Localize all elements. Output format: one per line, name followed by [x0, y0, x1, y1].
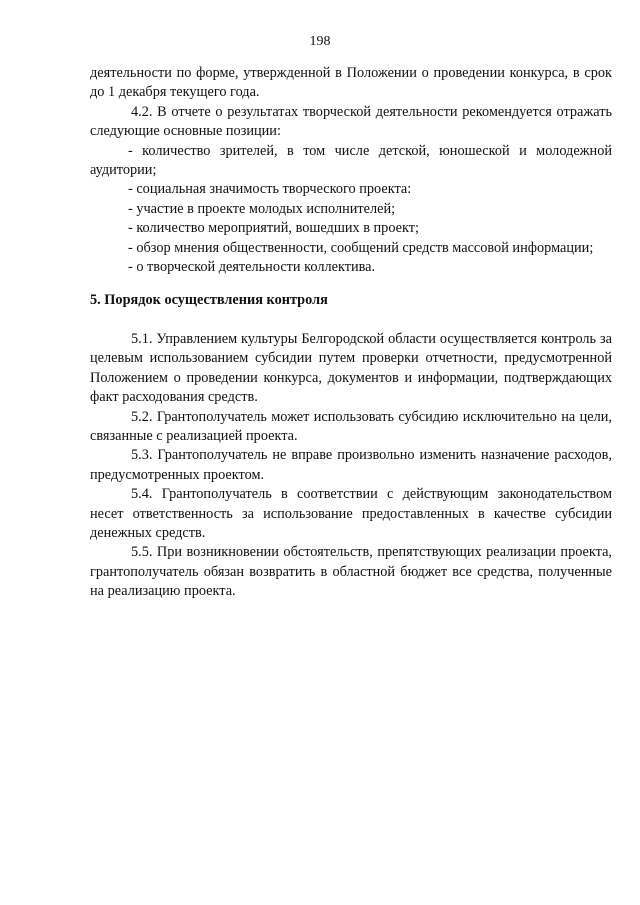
- bullet-item-creative-activity: - о творческой деятельности коллектива.: [128, 259, 376, 276]
- bullet-item-event-count: - количество мероприятий, вошедших в проект;: [128, 220, 419, 237]
- paragraph-5-1: 5.1. Управлением культуры Белгородской области осуществляется контроль за целевым использованием субсидии путем проверки отчетности, предусмотренной Положением о проведении конкурса, документов и информации, подтверждающих факт расходования средств.: [90, 330, 612, 406]
- paragraph-5-5: 5.5. При возникновении обстоятельств, препятствующих реализации проекта, грантополучатель обязан возвратить в областной бюджет все средства, полученные на реализацию проекта.: [90, 544, 612, 600]
- paragraph-5-4: 5.4. Грантополучатель в соответствии с действующим законодательством несет ответственность за использование предоставленных в качестве субсидии денежных средств.: [90, 486, 612, 541]
- paragraph-4-2: 4.2. В отчете о результатах творческой деятельности рекомендуется отражать следующие основные позиции:: [90, 103, 612, 140]
- paragraph-5-2: 5.2. Грантополучатель может использовать субсидию исключительно на цели, связанные с реализацией проекта.: [90, 408, 612, 444]
- section-heading: 5. Порядок осуществления контроля: [90, 292, 328, 309]
- page-number: 198: [309, 34, 331, 49]
- bullet-item-young-performers: - участие в проекте молодых исполнителей;: [128, 200, 396, 217]
- bullet-item-audience: - количество зрителей, в том числе детской, юношеской и молодежной аудитории;: [90, 142, 612, 179]
- paragraph-intro-continuation: деятельности по форме, утвержденной в Положении о проведении конкурса, в срок до 1 декабря текущего года.: [90, 65, 612, 101]
- paragraph-5-3: 5.3. Грантополучатель не вправе произвольно изменить назначение расходов, предусмотренных проектом.: [90, 447, 612, 483]
- document-body: [90, 64, 612, 602]
- bullet-item-social-significance: - социальная значимость творческого проекта:: [128, 181, 412, 198]
- bullet-item-public-opinion: - обзор мнения общественности, сообщений средств массовой информации;: [128, 239, 594, 256]
